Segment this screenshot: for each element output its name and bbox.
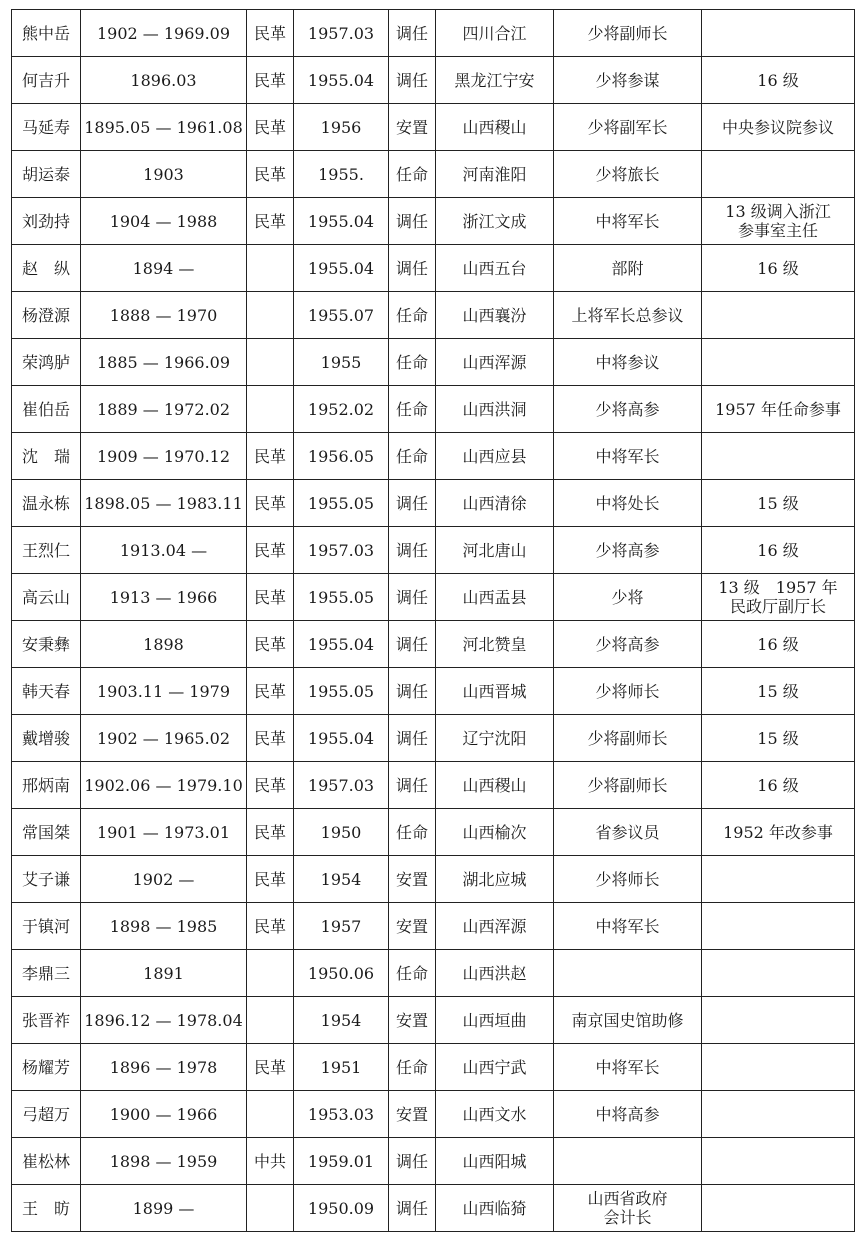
table-row [12, 57, 855, 104]
native-place-cell: 辽宁沈阳 [436, 715, 554, 762]
remarks-cell: 13 级 1957 年 民政厅副厅长 [702, 574, 855, 621]
appointment-method-cell: 调任 [389, 621, 436, 668]
table-row [12, 104, 855, 151]
name-cell: 弓超万 [12, 1091, 81, 1138]
native-place-cell: 山西榆次 [436, 809, 554, 856]
name-cell: 韩天春 [12, 668, 81, 715]
remarks-cell [702, 903, 855, 950]
former-position-cell: 少将高参 [554, 527, 702, 574]
name-cell: 刘劲持 [12, 198, 81, 245]
lifespan-cell: 1889 — 1972.02 [81, 386, 247, 433]
appointment-method-cell: 调任 [389, 480, 436, 527]
appointment-date-cell: 1950.06 [294, 950, 389, 997]
appointment-date-cell: 1957 [294, 903, 389, 950]
table-row [12, 762, 855, 809]
native-place-cell: 山西稷山 [436, 104, 554, 151]
name-cell: 王 昉 [12, 1185, 81, 1232]
lifespan-cell: 1895.05 — 1961.08 [81, 104, 247, 151]
table-row [12, 433, 855, 480]
party-cell: 民革 [247, 433, 294, 480]
appointment-date-cell: 1951 [294, 1044, 389, 1091]
former-position-cell: 少将副师长 [554, 10, 702, 57]
appointment-method-cell: 安置 [389, 104, 436, 151]
remarks-cell: 16 级 [702, 621, 855, 668]
remarks-cell: 15 级 [702, 480, 855, 527]
remarks-cell: 16 级 [702, 762, 855, 809]
party-cell [247, 339, 294, 386]
party-cell [247, 386, 294, 433]
former-position-cell: 少将副师长 [554, 762, 702, 809]
remarks-cell: 16 级 [702, 57, 855, 104]
former-position-cell: 少将 [554, 574, 702, 621]
appointment-method-cell: 安置 [389, 903, 436, 950]
table-row [12, 151, 855, 198]
name-cell: 温永栋 [12, 480, 81, 527]
party-cell: 民革 [247, 809, 294, 856]
appointment-method-cell: 调任 [389, 574, 436, 621]
former-position-cell: 少将师长 [554, 668, 702, 715]
native-place-cell: 黑龙江宁安 [436, 57, 554, 104]
party-cell: 民革 [247, 715, 294, 762]
remarks-cell [702, 151, 855, 198]
appointment-method-cell: 调任 [389, 762, 436, 809]
former-position-cell [554, 950, 702, 997]
remarks-cell: 1957 年任命参事 [702, 386, 855, 433]
appointment-date-cell: 1955 [294, 339, 389, 386]
name-cell: 李鼎三 [12, 950, 81, 997]
appointment-method-cell: 调任 [389, 715, 436, 762]
lifespan-cell: 1899 — [81, 1185, 247, 1232]
table-row [12, 715, 855, 762]
lifespan-cell: 1896 — 1978 [81, 1044, 247, 1091]
party-cell: 民革 [247, 621, 294, 668]
lifespan-cell: 1900 — 1966 [81, 1091, 247, 1138]
former-position-cell: 少将师长 [554, 856, 702, 903]
former-position-cell: 少将高参 [554, 621, 702, 668]
lifespan-cell: 1903.11 — 1979 [81, 668, 247, 715]
party-cell: 民革 [247, 903, 294, 950]
lifespan-cell: 1902 — [81, 856, 247, 903]
appointment-date-cell: 1955.04 [294, 198, 389, 245]
former-position-cell: 少将副军长 [554, 104, 702, 151]
name-cell: 艾子谦 [12, 856, 81, 903]
appointment-method-cell: 调任 [389, 245, 436, 292]
appointment-date-cell: 1950 [294, 809, 389, 856]
lifespan-cell: 1888 — 1970 [81, 292, 247, 339]
name-cell: 杨澄源 [12, 292, 81, 339]
former-position-cell: 中将参议 [554, 339, 702, 386]
remarks-cell: 13 级调入浙江 参事室主任 [702, 198, 855, 245]
roster-table [11, 9, 855, 1232]
native-place-cell: 山西宁武 [436, 1044, 554, 1091]
native-place-cell: 山西文水 [436, 1091, 554, 1138]
remarks-cell [702, 1185, 855, 1232]
remarks-cell: 15 级 [702, 715, 855, 762]
native-place-cell: 浙江文成 [436, 198, 554, 245]
native-place-cell: 山西临猗 [436, 1185, 554, 1232]
name-cell: 戴增骏 [12, 715, 81, 762]
native-place-cell: 山西襄汾 [436, 292, 554, 339]
party-cell [247, 292, 294, 339]
appointment-date-cell: 1955.04 [294, 621, 389, 668]
remarks-cell [702, 292, 855, 339]
table-row [12, 198, 855, 245]
lifespan-cell: 1896.03 [81, 57, 247, 104]
appointment-date-cell: 1956 [294, 104, 389, 151]
native-place-cell: 山西稷山 [436, 762, 554, 809]
table-row [12, 10, 855, 57]
appointment-date-cell: 1957.03 [294, 527, 389, 574]
appointment-date-cell: 1953.03 [294, 1091, 389, 1138]
native-place-cell: 山西清徐 [436, 480, 554, 527]
appointment-date-cell: 1955.04 [294, 57, 389, 104]
former-position-cell: 山西省政府 会计长 [554, 1185, 702, 1232]
appointment-method-cell: 任命 [389, 1044, 436, 1091]
appointment-date-cell: 1955.07 [294, 292, 389, 339]
table-row [12, 527, 855, 574]
appointment-date-cell: 1955.04 [294, 715, 389, 762]
table-row [12, 1091, 855, 1138]
lifespan-cell: 1894 — [81, 245, 247, 292]
native-place-cell: 山西浑源 [436, 903, 554, 950]
party-cell: 民革 [247, 668, 294, 715]
remarks-cell: 1952 年改参事 [702, 809, 855, 856]
lifespan-cell: 1898 — 1985 [81, 903, 247, 950]
former-position-cell [554, 1138, 702, 1185]
native-place-cell: 河北赞皇 [436, 621, 554, 668]
appointment-date-cell: 1955.05 [294, 480, 389, 527]
lifespan-cell: 1902 — 1969.09 [81, 10, 247, 57]
remarks-cell: 16 级 [702, 245, 855, 292]
appointment-method-cell: 任命 [389, 151, 436, 198]
table-row [12, 621, 855, 668]
table-row [12, 386, 855, 433]
name-cell: 马延寿 [12, 104, 81, 151]
table-row [12, 339, 855, 386]
table-row [12, 809, 855, 856]
party-cell [247, 245, 294, 292]
party-cell [247, 1091, 294, 1138]
appointment-date-cell: 1950.09 [294, 1185, 389, 1232]
former-position-cell: 部附 [554, 245, 702, 292]
remarks-cell [702, 950, 855, 997]
appointment-date-cell: 1954 [294, 997, 389, 1044]
party-cell: 民革 [247, 856, 294, 903]
former-position-cell: 少将副师长 [554, 715, 702, 762]
former-position-cell: 中将军长 [554, 903, 702, 950]
native-place-cell: 山西垣曲 [436, 997, 554, 1044]
lifespan-cell: 1898.05 — 1983.11 [81, 480, 247, 527]
appointment-method-cell: 任命 [389, 339, 436, 386]
name-cell: 常国桀 [12, 809, 81, 856]
name-cell: 荣鸿胪 [12, 339, 81, 386]
table-row [12, 1044, 855, 1091]
native-place-cell: 山西应县 [436, 433, 554, 480]
party-cell [247, 1185, 294, 1232]
appointment-method-cell: 安置 [389, 856, 436, 903]
lifespan-cell: 1898 [81, 621, 247, 668]
appointment-date-cell: 1956.05 [294, 433, 389, 480]
appointment-date-cell: 1955.04 [294, 245, 389, 292]
name-cell: 何吉升 [12, 57, 81, 104]
party-cell: 民革 [247, 1044, 294, 1091]
party-cell: 中共 [247, 1138, 294, 1185]
party-cell [247, 950, 294, 997]
name-cell: 张晋祚 [12, 997, 81, 1044]
party-cell: 民革 [247, 10, 294, 57]
name-cell: 崔伯岳 [12, 386, 81, 433]
name-cell: 胡运泰 [12, 151, 81, 198]
appointment-method-cell: 调任 [389, 527, 436, 574]
remarks-cell [702, 997, 855, 1044]
party-cell: 民革 [247, 574, 294, 621]
name-cell: 杨耀芳 [12, 1044, 81, 1091]
native-place-cell: 山西浑源 [436, 339, 554, 386]
remarks-cell [702, 433, 855, 480]
lifespan-cell: 1903 [81, 151, 247, 198]
table-row [12, 574, 855, 621]
native-place-cell: 湖北应城 [436, 856, 554, 903]
remarks-cell [702, 1044, 855, 1091]
remarks-cell: 中央参议院参议 [702, 104, 855, 151]
former-position-cell: 中将军长 [554, 198, 702, 245]
lifespan-cell: 1885 — 1966.09 [81, 339, 247, 386]
former-position-cell: 中将军长 [554, 433, 702, 480]
former-position-cell: 中将军长 [554, 1044, 702, 1091]
appointment-method-cell: 调任 [389, 1185, 436, 1232]
appointment-method-cell: 调任 [389, 10, 436, 57]
table-row [12, 950, 855, 997]
name-cell: 赵 纵 [12, 245, 81, 292]
appointment-date-cell: 1955.05 [294, 574, 389, 621]
native-place-cell: 河北唐山 [436, 527, 554, 574]
native-place-cell: 山西洪洞 [436, 386, 554, 433]
remarks-cell [702, 339, 855, 386]
appointment-date-cell: 1955. [294, 151, 389, 198]
former-position-cell: 省参议员 [554, 809, 702, 856]
lifespan-cell: 1904 — 1988 [81, 198, 247, 245]
table-row [12, 668, 855, 715]
roster-body [12, 10, 855, 1232]
native-place-cell: 山西五台 [436, 245, 554, 292]
former-position-cell: 少将高参 [554, 386, 702, 433]
lifespan-cell: 1891 [81, 950, 247, 997]
appointment-method-cell: 任命 [389, 386, 436, 433]
name-cell: 王烈仁 [12, 527, 81, 574]
name-cell: 于镇河 [12, 903, 81, 950]
lifespan-cell: 1913 — 1966 [81, 574, 247, 621]
party-cell: 民革 [247, 762, 294, 809]
name-cell: 邢炳南 [12, 762, 81, 809]
party-cell: 民革 [247, 527, 294, 574]
former-position-cell: 少将参谋 [554, 57, 702, 104]
name-cell: 崔松林 [12, 1138, 81, 1185]
appointment-method-cell: 任命 [389, 950, 436, 997]
native-place-cell: 四川合江 [436, 10, 554, 57]
former-position-cell: 少将旅长 [554, 151, 702, 198]
native-place-cell: 山西晋城 [436, 668, 554, 715]
party-cell: 民革 [247, 480, 294, 527]
appointment-method-cell: 任命 [389, 433, 436, 480]
table-row [12, 997, 855, 1044]
table-row [12, 245, 855, 292]
appointment-method-cell: 调任 [389, 198, 436, 245]
appointment-method-cell: 安置 [389, 1091, 436, 1138]
table-row [12, 903, 855, 950]
appointment-method-cell: 任命 [389, 292, 436, 339]
appointment-date-cell: 1955.05 [294, 668, 389, 715]
lifespan-cell: 1901 — 1973.01 [81, 809, 247, 856]
lifespan-cell: 1902 — 1965.02 [81, 715, 247, 762]
native-place-cell: 山西阳城 [436, 1138, 554, 1185]
lifespan-cell: 1909 — 1970.12 [81, 433, 247, 480]
lifespan-cell: 1896.12 — 1978.04 [81, 997, 247, 1044]
party-cell: 民革 [247, 198, 294, 245]
former-position-cell: 上将军长总参议 [554, 292, 702, 339]
table-row [12, 1185, 855, 1232]
appointment-date-cell: 1957.03 [294, 10, 389, 57]
appointment-date-cell: 1959.01 [294, 1138, 389, 1185]
lifespan-cell: 1913.04 — [81, 527, 247, 574]
party-cell: 民革 [247, 57, 294, 104]
remarks-cell [702, 10, 855, 57]
appointment-method-cell: 调任 [389, 57, 436, 104]
name-cell: 熊中岳 [12, 10, 81, 57]
native-place-cell: 山西盂县 [436, 574, 554, 621]
remarks-cell: 15 级 [702, 668, 855, 715]
name-cell: 高云山 [12, 574, 81, 621]
table-row [12, 856, 855, 903]
remarks-cell [702, 856, 855, 903]
former-position-cell: 南京国史馆助修 [554, 997, 702, 1044]
lifespan-cell: 1902.06 — 1979.10 [81, 762, 247, 809]
former-position-cell: 中将高参 [554, 1091, 702, 1138]
remarks-cell: 16 级 [702, 527, 855, 574]
appointment-date-cell: 1957.03 [294, 762, 389, 809]
appointment-method-cell: 调任 [389, 668, 436, 715]
native-place-cell: 山西洪赵 [436, 950, 554, 997]
appointment-method-cell: 任命 [389, 809, 436, 856]
table-row [12, 292, 855, 339]
appointment-method-cell: 安置 [389, 997, 436, 1044]
party-cell: 民革 [247, 104, 294, 151]
remarks-cell [702, 1138, 855, 1185]
native-place-cell: 河南淮阳 [436, 151, 554, 198]
appointment-method-cell: 调任 [389, 1138, 436, 1185]
table-row [12, 480, 855, 527]
former-position-cell: 中将处长 [554, 480, 702, 527]
appointment-date-cell: 1952.02 [294, 386, 389, 433]
party-cell [247, 997, 294, 1044]
remarks-cell [702, 1091, 855, 1138]
lifespan-cell: 1898 — 1959 [81, 1138, 247, 1185]
appointment-date-cell: 1954 [294, 856, 389, 903]
party-cell: 民革 [247, 151, 294, 198]
name-cell: 沈 瑞 [12, 433, 81, 480]
name-cell: 安秉彝 [12, 621, 81, 668]
table-row [12, 1138, 855, 1185]
